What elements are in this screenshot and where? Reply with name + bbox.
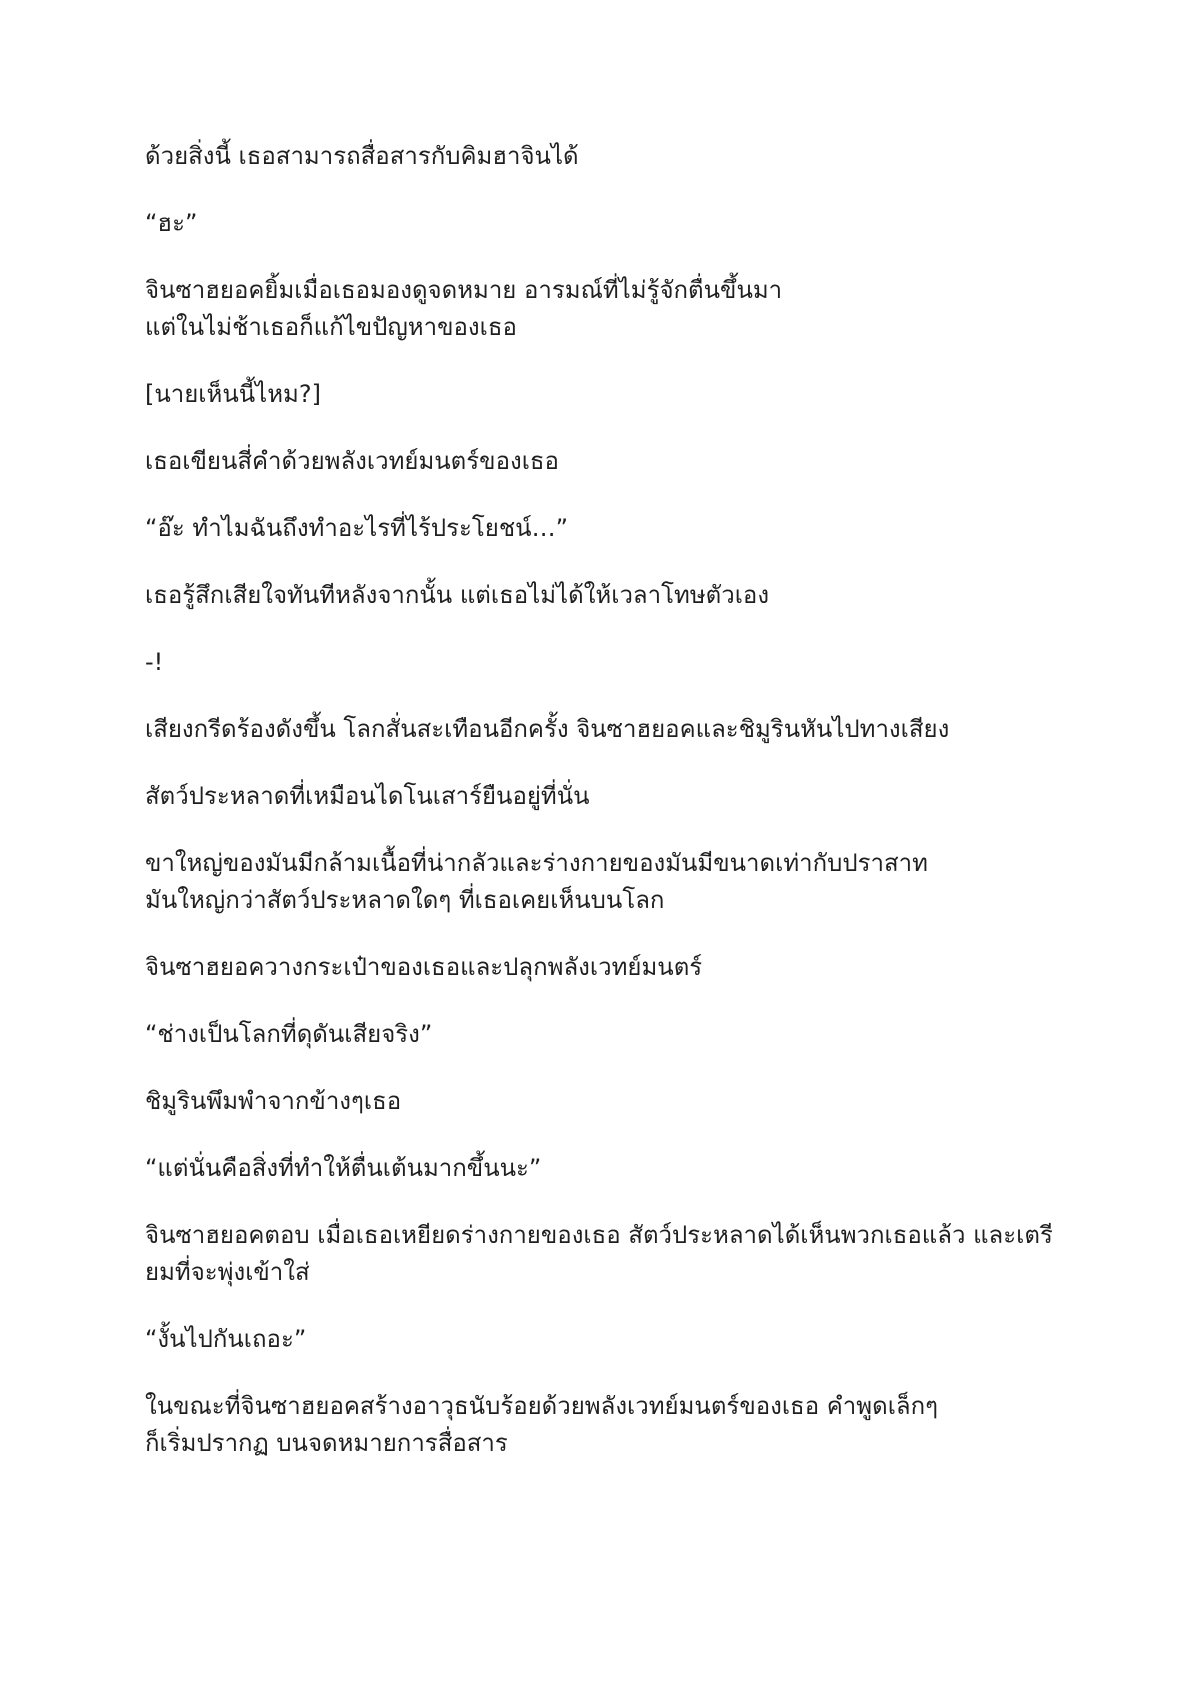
paragraph: -! bbox=[145, 648, 164, 676]
paragraph: จินซาฮยอควางกระเป๋าของเธอและปลุกพลังเวทย์มนตร์ bbox=[145, 953, 703, 981]
paragraph: ในขณะที่จินซาฮยอคสร้างอาวุธนับร้อยด้วยพลังเวทย์มนตร์ของเธอ คำพูดเล็กๆ ก็เริ่มปรากฏ บนจดหมายการสื่อสาร bbox=[145, 1392, 939, 1457]
paragraph: ด้วยสิ่งนี้ เธอสามารถสื่อสารกับคิมฮาจินได้ bbox=[145, 142, 579, 170]
paragraph: สัตว์ประหลาดที่เหมือนไดโนเสาร์ยืนอยู่ที่นั่น bbox=[145, 782, 590, 810]
paragraph: เสียงกรีดร้องดังขึ้น โลกสั่นสะเทือนอีกครั้ง จินซาฮยอคและชิมูรินหันไปทางเสียง bbox=[145, 715, 950, 743]
paragraph: “ฮะ” bbox=[145, 209, 198, 237]
paragraph: “อ๊ะ ทำไมฉันถึงทำอะไรที่ไร้ประโยชน์…” bbox=[145, 514, 568, 542]
paragraph: เธอเขียนสี่คำด้วยพลังเวทย์มนตร์ของเธอ bbox=[145, 447, 559, 475]
paragraph: “ช่างเป็นโลกที่ดุดันเสียจริง” bbox=[145, 1020, 433, 1048]
paragraph: “งั้นไปกันเถอะ” bbox=[145, 1325, 307, 1353]
paragraph: จินซาฮยอคตอบ เมื่อเธอเหยียดร่างกายของเธอ สัตว์ประหลาดได้เห็นพวกเธอแล้ว และเตรี ยมที่จะพุ่งเข้าใส่ bbox=[145, 1221, 1053, 1286]
paragraph: จินซาฮยอคยิ้มเมื่อเธอมองดูจดหมาย อารมณ์ที่ไม่รู้จักตื่นขึ้นมา แต่ในไม่ช้าเธอก็แก้ไขปัญหาของเธอ bbox=[145, 276, 783, 341]
paragraph: “แต่นั่นคือสิ่งที่ทำให้ตื่นเต้นมากขึ้นนะ” bbox=[145, 1154, 542, 1182]
paragraph: ขาใหญ่ของมันมีกล้ามเนื้อที่น่ากลัวและร่างกายของมันมีขนาดเท่ากับปราสาท มันใหญ่กว่าสัตว์ประหลาดใดๆ ที่เธอเคยเห็นบนโลก bbox=[145, 849, 928, 914]
paragraph: เธอรู้สึกเสียใจทันทีหลังจากนั้น แต่เธอไม่ได้ให้เวลาโทษตัวเอง bbox=[145, 581, 770, 609]
document-body bbox=[145, 138, 1075, 1492]
paragraph: ชิมูรินพึมพำจากข้างๆเธอ bbox=[145, 1087, 402, 1115]
paragraph: [นายเห็นนี้ไหม?] bbox=[145, 380, 321, 408]
